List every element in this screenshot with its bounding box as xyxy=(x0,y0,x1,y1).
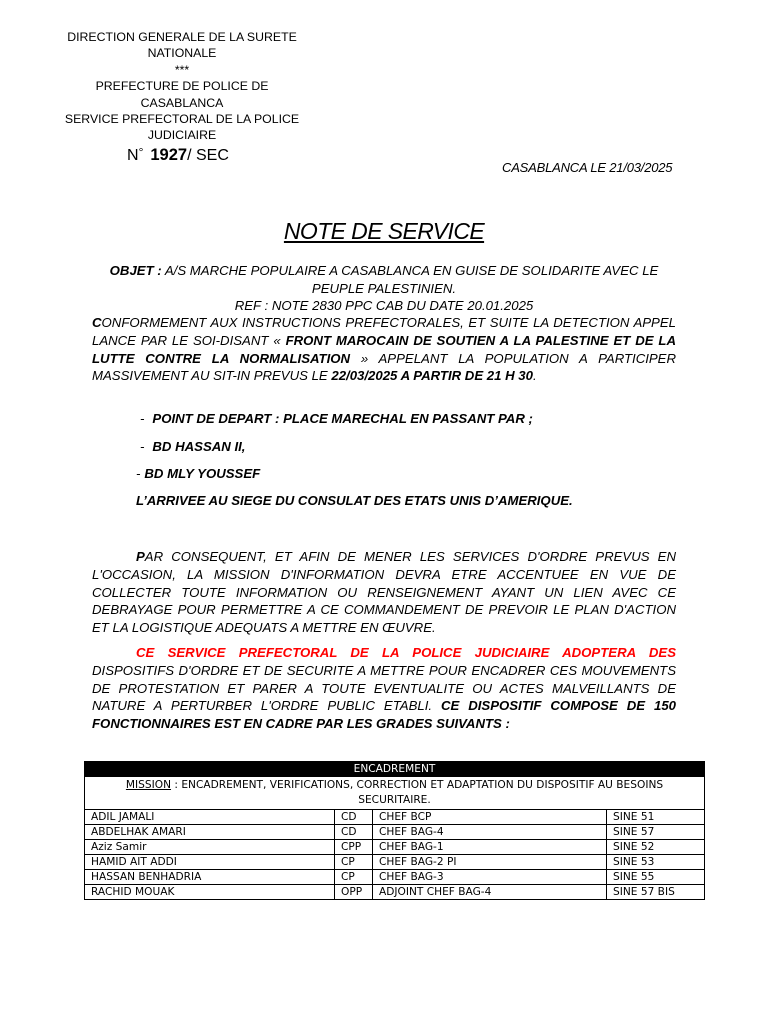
reference-suffix: / SEC xyxy=(187,147,229,164)
paragraph-1-text-b: » APPELANT LA POPULATION A PARTICIPER MASSIVEMENT AU SIT-IN PREVUS LE xyxy=(92,350,677,384)
paragraph-3-bold: CE DISPOSITIF COMPOSE DE 150 FONCTIONNAIRES EST EN CADRE PAR LES GRADES SUIVANTS : xyxy=(92,698,677,732)
cell-grade: OPP xyxy=(335,885,373,900)
table-header: ENCADREMENT xyxy=(85,762,705,777)
cell-name: ABDELHAK AMARI xyxy=(85,825,335,840)
reference-number xyxy=(127,146,229,165)
cell-role: CHEF BCP xyxy=(373,810,607,825)
paragraph-1-initial: C xyxy=(92,315,102,330)
cell-grade: CPP xyxy=(335,840,373,855)
cell-grade: CP xyxy=(335,870,373,885)
paragraph-1 xyxy=(92,314,676,385)
cell-grade: CD xyxy=(335,825,373,840)
route-item-2-text: BD HASSAN II, xyxy=(152,439,246,454)
cell-code: SINE 55 xyxy=(607,870,705,885)
paragraph-2 xyxy=(92,548,676,637)
letterhead-line-3: SERVICE PREFECTORAL DE LA POLICE JUDICIAIRE xyxy=(64,112,300,143)
cell-grade: CD xyxy=(335,810,373,825)
paragraph-2-initial: P xyxy=(136,549,145,564)
reference-number-value: 1927 xyxy=(150,146,188,164)
objet-block xyxy=(92,262,676,315)
paragraph-1-bold-b: 22/03/2025 A PARTIR DE 21 H 30 xyxy=(331,368,533,384)
cell-name: HAMID AIT ADDI xyxy=(85,855,335,870)
route-item-1: - POINT DE DEPART : PLACE MARECHAL EN PASSANT PAR ; xyxy=(140,411,533,426)
objet-label: OBJET : xyxy=(109,263,162,278)
route-item-3: - BD MLY YOUSSEF xyxy=(136,466,261,481)
encadrement-table xyxy=(84,761,705,900)
table-row xyxy=(85,810,705,825)
paragraph-1-bold-a: FRONT MAROCAIN DE SOUTIEN A LA PALESTINE ET DE LA LUTTE CONTRE LA NORMALISATION xyxy=(92,332,676,366)
letterhead xyxy=(60,29,304,144)
reference-n-prefix: N xyxy=(127,147,139,164)
paragraph-1-text-a: ONFORMEMENT AUX INSTRUCTIONS PREFECTORALES, ET SUITE LA DETECTION APPEL LANCE PAR LE SOI-DISANT « xyxy=(92,315,676,348)
cell-role: CHEF BAG-3 xyxy=(373,870,607,885)
reference-degree: ° xyxy=(138,145,144,159)
mission-label: MISSION xyxy=(125,779,172,791)
cell-role: CHEF BAG-1 xyxy=(373,840,607,855)
table-row xyxy=(85,870,705,885)
letterhead-line-1: DIRECTION GENERALE DE LA SURETE NATIONALE xyxy=(67,30,297,61)
objet-ref: REF : NOTE 2830 PPC CAB DU DATE 20.01.2025 xyxy=(234,298,534,313)
cell-code: SINE 57 BIS xyxy=(607,885,705,900)
page-title: NOTE DE SERVICE xyxy=(283,218,485,244)
table-row xyxy=(85,825,705,840)
paragraph-3 xyxy=(92,644,676,733)
cell-role: ADJOINT CHEF BAG-4 xyxy=(373,885,607,900)
cell-name: RACHID MOUAK xyxy=(85,885,335,900)
route-item-1-text: POINT DE DEPART : PLACE MARECHAL EN PASSANT PAR ; xyxy=(152,411,533,426)
document-date: CASABLANCA LE 21/03/2025 xyxy=(502,160,673,175)
paragraph-2-text: AR CONSEQUENT, ET AFIN DE MENER LES SERVICES D'ORDRE PREVUS EN L'OCCASION, LA MISSION D'INFORMATION DEVRA ETRE ACCENTUEE EN VUE DE COLLECTER TOUTE INFORMATION OU RENSEIGNEMENT AYANT UN LIEN AVEC CE DEBRAYAGE POUR PERMETTRE A CE COMMANDEMENT DE PREVOIR LE PLAN D'ACTION ET LA LOGISTIQUE ADEQUATS A METTRE EN ŒUVRE. xyxy=(92,549,676,636)
paragraph-3-red: CE SERVICE PREFECTORAL DE LA POLICE JUDICIAIRE ADOPTERA DES xyxy=(136,645,676,660)
cell-code: SINE 51 xyxy=(607,810,705,825)
route-item-2: - BD HASSAN II, xyxy=(140,439,246,454)
cell-code: SINE 57 xyxy=(607,825,705,840)
objet-text: A/S MARCHE POPULAIRE A CASABLANCA EN GUISE DE SOLIDARITE AVEC LE PEUPLE PALESTINIEN. xyxy=(164,263,659,296)
cell-name: Aziz Samir xyxy=(85,840,335,855)
table-row xyxy=(85,885,705,900)
cell-name: ADIL JAMALI xyxy=(85,810,335,825)
letterhead-line-2: PREFECTURE DE POLICE DE CASABLANCA xyxy=(95,79,269,110)
letterhead-stars: *** xyxy=(174,62,190,77)
route-arrival: L’ARRIVEE AU SIEGE DU CONSULAT DES ETATS UNIS D’AMERIQUE. xyxy=(136,493,573,508)
paragraph-1-end: . xyxy=(532,368,537,384)
route-item-3-text: BD MLY YOUSSEF xyxy=(144,466,261,481)
table-row xyxy=(85,840,705,855)
mission-text: : ENCADREMENT, VERIFICATIONS, CORRECTION ET ADAPTATION DU DISPOSITIF AU BESOINS SECURITAIRE. xyxy=(174,779,664,806)
cell-grade: CP xyxy=(335,855,373,870)
table-mission xyxy=(85,777,705,810)
cell-name: HASSAN BENHADRIA xyxy=(85,870,335,885)
cell-role: CHEF BAG-2 PI xyxy=(373,855,607,870)
cell-code: SINE 53 xyxy=(607,855,705,870)
table-row xyxy=(85,855,705,870)
cell-code: SINE 52 xyxy=(607,840,705,855)
paragraph-3-text: DISPOSITIFS D'ORDRE ET DE SECURITE A METTRE POUR ENCADRER CES MOUVEMENTS DE PROTESTATION ET PARER A TOUTE EVENTUALITE OU ACTES MALVEILLANTS DE NATURE A PERTURBER L'ORDRE PUBLIC ETABLI. xyxy=(92,662,676,714)
cell-role: CHEF BAG-4 xyxy=(373,825,607,840)
